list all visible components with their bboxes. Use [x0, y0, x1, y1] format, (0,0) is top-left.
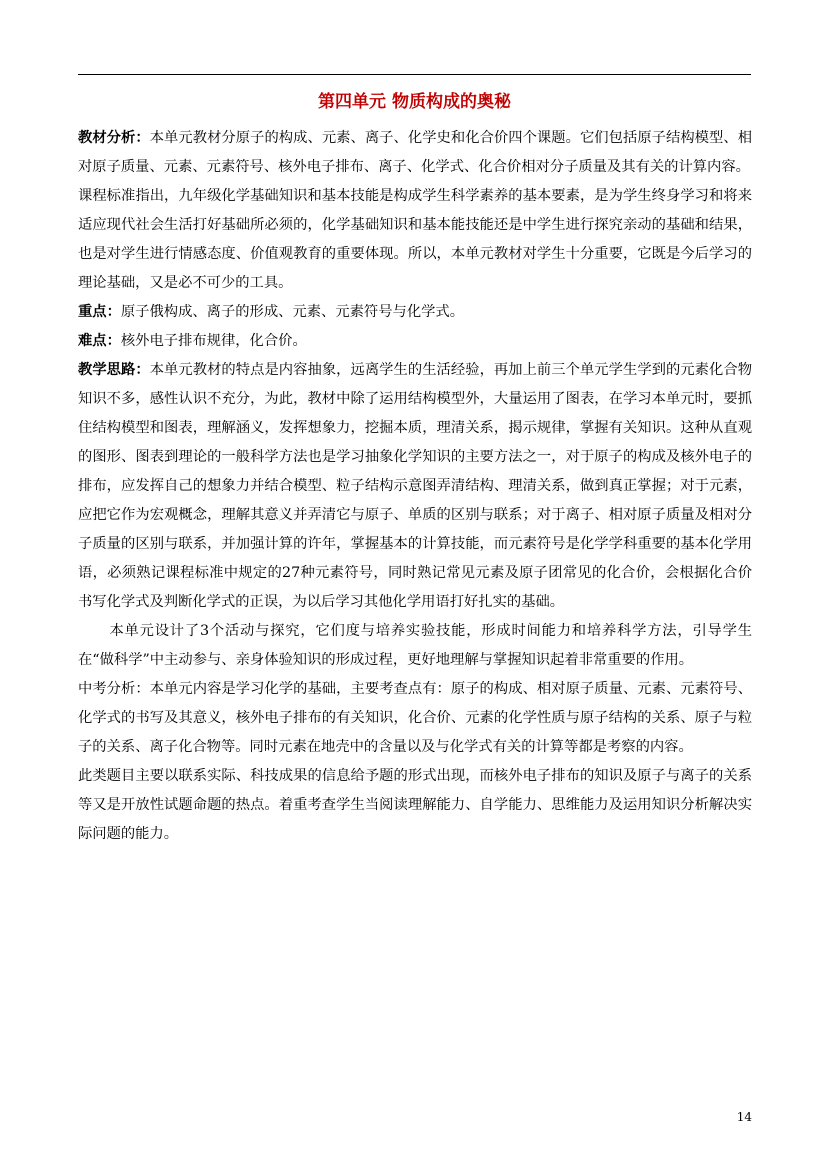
document-body [78, 124, 752, 849]
paragraph-text: 此类题目主要以联系实际、科技成果的信息给予题的形式出现，而核外电子排布的知识及原子与离子的关系等又是开放性试题命题的热点。着重考查学生当阅读理解能力、自学能力、思维能力及运用知识分析解决实际问题的能力。 [78, 768, 752, 842]
paragraph-text: 本单元教材分原子的构成、元素、离子、化学史和化合价四个课题。它们包括原子结构模型、相对原子质量、元素、元素符号、核外电子排布、离子、化学式、化合价相对分子质量及其有关的计算内容。 [78, 130, 753, 175]
paragraph-label: 教材分析： [78, 130, 150, 146]
paragraph-curriculum-standard [78, 182, 752, 298]
paragraph-exam-analysis [78, 675, 752, 762]
paragraph-text: 课程标准指出，九年级化学基础知识和基本技能是构成学生科学素养的基本要素，是为学生终身学习和将来适应现代社会生活打好基础所必须的，化学基础知识和基本能技能还是中学生进行探究亲动的基础和结果，也是对学生进行情感态度、价值观教育的重要体现。所以，本单元教材对学生十分重要，它既是今后学习的理论基础，又是必不可少的工具。 [78, 188, 752, 291]
paragraph-textbook-analysis [78, 124, 752, 182]
paragraph-text: 核外电子排布规律，化合价。 [120, 333, 307, 349]
paragraph-key-points [78, 298, 752, 327]
paragraph-label: 重点： [78, 304, 121, 320]
paragraph-activities [78, 617, 752, 675]
paragraph-text: 本单元设计了3个活动与探究，它们度与培养实验技能，形成时间能力和培养科学方法，引导学生在“做科学”中主动参与、亲身体验知识的形成过程，更好地理解与掌握知识起着非常重要的作用。 [78, 623, 752, 668]
paragraph-difficulties [78, 327, 752, 356]
paragraph-label: 教学思路： [78, 362, 150, 378]
header-rule [78, 74, 751, 75]
page-number: 14 [736, 1110, 752, 1124]
paragraph-label: 难点： [78, 333, 121, 349]
paragraph-question-types [78, 762, 752, 849]
paragraph-text: 本单元教材的特点是内容抽象，远离学生的生活经验，再加上前三个单元学生学到的元素化合物知识不多，感性认识不充分，为此，教材中除了运用结构模型外，大量运用了图表，在学习本单元时，要抓住结构模型和图表，理解涵义，发挥想象力，挖掘本质，理清关系，揭示规律，掌握有关知识。这种从直观的图形、图表到理论的一般科学方法也是学习抽象化学知识的主要方法之一，对于原子的构成及核外电子的排布，应发挥自己的想象力并结合模型、粒子结构示意图弄清结构、理清关系，做到真正掌握；对于元素，应把它作为宏观概念，理解其意义并弄清它与原子、单质的区别与联系；对于离子、相对原子质量及相对分子质量的区别与联系，并加强计算的许年，掌握基本的计算技能，而元素符号是化学学科重要的基本化学用语，必须熟记课程标准中规定的27种元素符号，同时熟记常见元素及原子团常见的化合价，会根据化合价书写化学式及判断化学式的正误，为以后学习其他化学用语打好扎实的基础。 [78, 362, 753, 610]
paragraph-text: 原子俄构成、离子的形成、元素、元素符号与化学式。 [120, 304, 465, 320]
paragraph-text: 中考分析：本单元内容是学习化学的基础，主要考查点有：原子的构成、相对原子质量、元素、元素符号、化学式的书写及其意义，核外电子排布的有关知识，化合价、元素的化学性质与原子结构的关系、原子与粒子的关系、离子化合物等。同时元素在地壳中的含量以及与化学式有关的计算等都是考察的内容。 [78, 681, 752, 755]
page-title: 第四单元 物质构成的奥秘 [318, 92, 511, 112]
paragraph-teaching-approach [78, 356, 752, 617]
